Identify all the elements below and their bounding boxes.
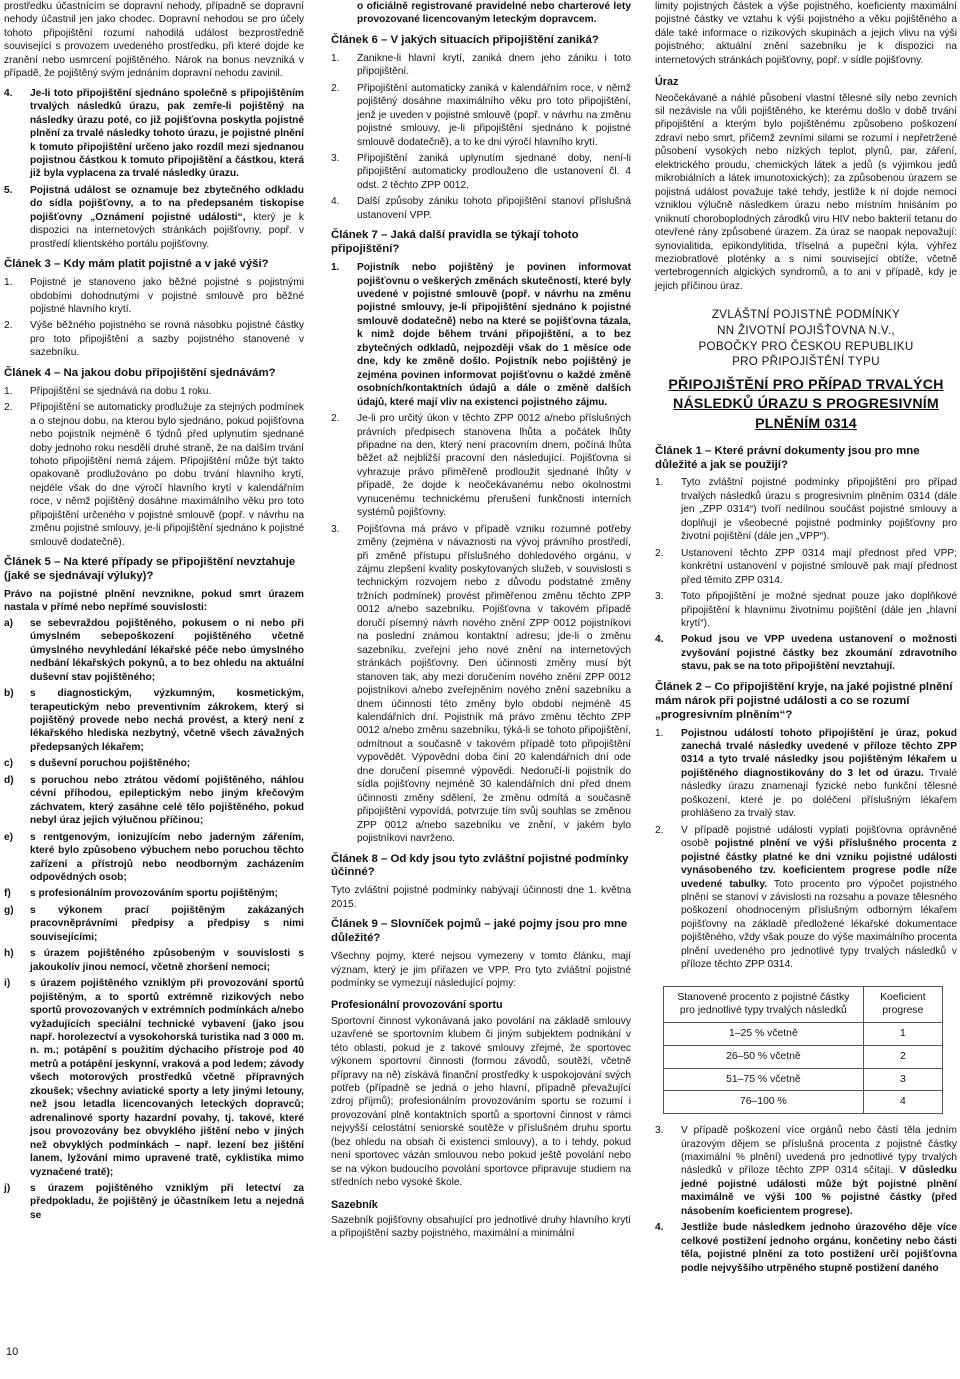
exclusion-item: f) s profesionálním provozováním sportu pojištěným; bbox=[4, 888, 278, 900]
article-9-heading: Článek 9 – Slovníček pojmů – jaké pojmy jsou pro mne důležité? bbox=[331, 918, 628, 945]
article-5-heading: Článek 5 – Na které případy se připojištění nevztahuje (jaké se sjednávají výluky)? bbox=[4, 556, 296, 583]
continued-paragraph: o oficiálně registrované pravidelné nebo charterové lety provozované licencovaným leteckým dopravcem. bbox=[357, 1, 631, 26]
article-7-heading: Článek 7 – Jaká další pravidla se týkají tohoto připojištění? bbox=[331, 229, 579, 256]
list-item: 1. Pojistnou událostí tohoto připojištění je úraz, pokud zanechá trvalé následky uvedené v příloze těchto ZPP 0314 a tyto trvalé následky jsou pojištěným lékařem u pojištěného diagnostikovány do 3 let od úrazu. Trvalé následky úrazu znamenají fyzické nebo funkční tělesné poškození, které je po doléčení příslušným lékařem prohlášeno za trvalý stav. bbox=[655, 727, 958, 820]
list-item: 2. Výše běžného pojistného se rovná násobku pojistné částky pro toto připojištění a sazby pojistného stanovené v sazebníku. bbox=[4, 320, 304, 359]
list-item: 1. Zanikne-li hlavní krytí, zaniká dnem jeho zániku i toto připojištění. bbox=[331, 52, 631, 78]
term-definition: Neočekávané a náhlé působení vlastní tělesné síly nebo zevních sil nezávisle na vůli pojištěného, ke kterému došlo v době trvání připojištění a kterým bylo pojištěnému způsobeno poškození zdraví nebo smrt, přičemž zevními silami se rozumí i nepřetržené působení vysokých nebo nízkých teplot, plynů, par, záření, elektrického proudu, chemických látek a jedů (s výjimkou jedů mikrobiálních a látek imunotoxických); za způsobenou úrazem se pojistná událost považuje také tehdy, jestliže k ní dojde nemocí vzniklou výlučně následkem úrazu nebo místním hnisáním po vniknutí choroboplodných zárodků viru HIV nebo bakterií tetanu do otevřené rány způsobené úrazem. Za úraz se naopak nepovažují: synovialitida, epikondylitida, tříselná a pupeční kýla, výhřez meziobratlové ploténky a s nimi související obtíže, včetně vertebrogenních algických syndromů, a to ani v případě, kdy je jejich příčinou úraz. bbox=[655, 92, 957, 292]
list-item: 4. Pokud jsou ve VPP uvedena ustanovení o možnosti zvyšování pojistné částky bez zkoumání zdravotního stavu, pak se na toto připojištění nevztahují. bbox=[655, 634, 957, 673]
article-1-heading: Článek 1 – Které právní dokumenty jsou pro mne důležité a jak se použijí? bbox=[655, 444, 920, 471]
exclusion-item: g) s výkonem prací pojištěným zakázaných pracovněprávními předpisy a předpisy s nimi souvisejícími; bbox=[4, 904, 304, 943]
exclusion-item: j) s úrazem pojištěného vzniklým při letectví za předpokladu, že pojištěný je účastníkem letu a nejedná se bbox=[4, 1182, 304, 1221]
table-header-cell: Stanovené procento z pojistné částky pro jednotlivé typy trvalých následků bbox=[664, 986, 864, 1022]
list-item: 4. Další způsoby zániku tohoto připojištění stanoví příslušná ustanovení VPP. bbox=[331, 196, 631, 221]
term-title: Sazebník bbox=[331, 1198, 378, 1211]
progression-table bbox=[663, 986, 943, 1114]
list-item: 1. Pojistník nebo pojištěný je povinen informovat pojišťovnu o veškerých změnách skutečností, které byly uvedené v pojistné smlouvě (popř. v návrhu na změnu pojistné smlouvy, je-li připojištění sjednáno k pojistné smlouvě dodatečně) nebo na které se pojišťovna tázala, k nimž dojde během trvání připojištění, a to bez zbytečných odkladů, nejpozději však do 1 měsíce ode dne, kdy ke změně došlo. Pojistník nebo pojištěný je zejména povinen informovat pojišťovnu o každé změně osobních/kontaktních údajů a dále o změně dalších údajů, které mají vliv na existenci pojistného zájmu. bbox=[331, 262, 631, 408]
list-item: 3. V případě poškození více orgánů nebo částí těla jedním úrazovým dějem se příslušná procenta z pojistné částky (maximální % plnění) uvedená pro jednotlivé typy trvalých následků v příloze těchto ZPP 0314 sčítají. V důsledku jedné pojistné události může být pojistné plnění maximálně ve výši 100 % pojistné částky (před násobením koeficientem progrese). bbox=[655, 1125, 957, 1217]
column-middle bbox=[331, 0, 631, 1379]
list-item: 1. Pojistné je stanoveno jako běžné pojistné s pojistnými obdobími dohodnutými v pojistné smlouvě pro běžné pojistné hlavního krytí. bbox=[4, 277, 304, 315]
exclusions-intro: Právo na pojistné plnění nevznikne, pokud smrt úrazem nastala v přímé nebo nepřímé souvislosti: bbox=[4, 588, 304, 614]
exclusion-item: d) s poruchou nebo ztrátou vědomí pojištěného, náhlou cévní příhodou, epileptickým nebo jiným křečovým záchvatem, který zasáhne celé tělo pojištěného, pokud nebyl úraz jejich výlučnou příčinou; bbox=[4, 774, 304, 827]
exclusion-item: e) s rentgenovým, ionizujícím nebo jaderným zářením, které bylo způsobeno výbuchem nebo poruchou těchto zařízení a přístrojů nebo neodborným zacházením odpovědných osob; bbox=[4, 831, 304, 883]
term-definition: Sazebník pojišťovny obsahující pro jednotlivé druhy hlavního krytí a připojištění sazby pojistného, maximální a minimální bbox=[331, 1214, 631, 1240]
list-item: 2. Připojištění se automaticky prodlužuje za stejných podmínek a o stejnou dobu, na kterou bylo sjednáno, pokud pojišťovna nebo pojistník nejméně 6 týdnů před uplynutím sjednané doby jednoho roku nesdělí druhé straně, že na dalším trvání tohoto připojištění nemá zájem. Připojištění může být takto opakovaně prodlužováno po dobu trvání hlavního krytí, nejdéle však do dne výročí hlavního krytí v kalendářním roce, v němž pojištěný dosáhne maximálního věku pro toto připojištění určeného v pojistné smlouvě (popř. v návrhu na změnu pojistné smlouvy, je-li připojištění sjednáno k pojistné smlouvě dodatečně). bbox=[4, 402, 304, 548]
term-title: Úraz bbox=[655, 76, 679, 89]
exclusion-item: c) s duševní poruchou pojištěného; bbox=[4, 758, 191, 770]
list-item: 2. V případě pojistné události vyplatí pojišťovna oprávněné osobě pojistné plnění ve výši příslušného procenta z pojistné částky platné ke dni vzniku pojistné události vynásobeného tzv. koeficientem progrese podle níže uvedené tabulky. Toto procento pro výpočet pojistného plnění se stanoví v závislosti na rozsahu a povaze tělesného poškození ohodnoceným příslušným odborným lékařem pojišťovny na základě předložené lékařské dokumentace pojištěného, vždy však pouze do výše maximálního procenta plnění uvedeného pro jednotlivé typy trvalých následků v příloze těchto ZPP 0314. bbox=[655, 824, 958, 971]
column-right bbox=[655, 0, 957, 1379]
list-item: 5. Pojistná událost se oznamuje bez zbytečného odkladu do sídla pojišťovny, a to na předepsaném tiskopise pojišťovny „Oznámení pojistné události“, který je k dispozici na internetových stránkách pojišťovny, popř. v prostředí klientského portálu pojišťovny. bbox=[4, 184, 305, 250]
exclusion-item: b) s diagnostickým, výzkumným, kosmetickým, terapeutickým nebo preventivním zákrokem, který si pojištěný provede nebo nechá provést, a který není z lékařského hlediska nezbytný, včetně všech závažných předepsaných lékařem; bbox=[4, 688, 304, 753]
article-8-heading: Článek 8 – Od kdy jsou tyto zvláštní pojistné podmínky účinné? bbox=[331, 852, 629, 879]
table-row: 26–50 % včetně 2 bbox=[664, 1045, 943, 1068]
document-title: PŘIPOJIŠTĚNÍ PRO PŘÍPAD TRVALÝCH NÁSLEDKŮ ÚRAZU S PROGRESIVNÍM PLNĚNÍM 0314 bbox=[668, 376, 944, 433]
table-row: 51–75 % včetně 3 bbox=[664, 1068, 943, 1091]
list-item: 3. Připojištění zaniká uplynutím sjednané doby, není-li připojištění automaticky prodlouženo dle ustanovení čl. 4 odst. 2 těchto ZPP 0012. bbox=[331, 152, 631, 191]
list-item: 3. Toto připojištění je možné sjednat pouze jako doplňkové připojištění k hlavnímu životnímu pojištění (dále jen „hlavní krytí“). bbox=[655, 591, 957, 629]
list-item: 1. Připojištění se sjednává na dobu 1 roku. bbox=[4, 385, 212, 397]
article-2-heading: Článek 2 – Co připojištění kryje, na jaké pojistné plnění mám nárok při pojistné události a co se rozumí „progresivním plněním“? bbox=[655, 680, 953, 721]
exclusion-item: i) s úrazem pojištěného vzniklým při provozování sportů pojištěným, a to sportů extrémně rizikových nebo sportů provozovaných v extrémních podmínkách a/nebo vyžadujících speciální technické vybavení (jako jsou např. horolezectví a vysokohorská turistika nad 3 000 m. n. m.; potápění s použitím dýchacího přístroje pod 40 metrů a potápění jeskynní, vraková a pod ledem; závody všech motorových prostředků včetně přípravných zkoušek; všechny aviatické sporty a lety jinými letouny, než jsou letadla licencovaných leteckých dopravců; adrenalinové sporty hazardní povahy, tj. takové, které jsou provozovány bez obvyklého jištění nebo v jiných než obvyklých podmínkách – např. lezení bez jištění lanem, lyžování mimo upravené tratě, cyklistika mimo vyznačené tratě); bbox=[4, 978, 304, 1178]
list-item: 2. Ustanovení těchto ZPP 0314 mají přednost před VPP; konkrétní ustanovení v pojistné smlouvě pak mají přednost před těmito ZPP 0314. bbox=[655, 547, 957, 586]
exclusion-item: a) se sebevraždou pojištěného, pokusem o ni nebo při úmyslném sebepoškození pojištěného včetně úmyslného nevyhledání lékařské péče nebo úmyslného nedbání lékařských pokynů, a to bez ohledu na aktuální duševní stav pojištěného; bbox=[4, 617, 304, 683]
term-title: Profesionální provozování sportu bbox=[331, 999, 503, 1012]
term-definition: Sportovní činnost vykonávaná jako povolání na základě smlouvy uzavřené se sportovním klubem či jiným subjektem podnikání v této oblasti, pokud je z takové smlouvy zřejmé, že sportovec výkonem sportovní činnosti (formou závodů, soutěží, včetně přípravy na ně) získává finanční prostředky k uspokojování svých potřeb (případně se jedná o jeho hlavní, případně převažující zdroj příjmů); profesionálním provozováním sportu se rozumí i provozování plně kontaktních sportů a sportovní činnost v rámci nejvyšší celostátní seniorské soutěže v příslušném druhu sportu (bez ohledu na obsah či existenci smlouvy), a to i tehdy, pokud není sportovec vázán smlouvou nebo pokud ještě povolání nebo se na výkon budoucího povolání sportovce připravuje studiem na středních nebo vysoké škole. bbox=[331, 1015, 631, 1189]
paragraph: Tyto zvláštní pojistné podmínky nabývají účinnosti dne 1. května 2015. bbox=[331, 885, 631, 910]
article-4-heading: Článek 4 – Na jakou dobu připojištění sjednávám? bbox=[4, 366, 276, 379]
page-number: 10 bbox=[6, 1346, 19, 1358]
continued-paragraph: prostředku účastnícím se dopravní nehody, případně se dopravní nehody účastnil jen jako chodec. Dopravní nehodou se pro účely tohoto připojištění rozumí nahodilá událost bezprostředně související s provozem uvedeného prostředku, při které dojde ke zranění nebo usmrcení pojištěného. Nárok na bonus nevzniká v případě, že pojištěný svým jednáním dopravní nehodu zavinil. bbox=[4, 1, 304, 80]
table-header-cell: Koeficient progrese bbox=[863, 986, 942, 1022]
table-row: 1–25 % včetně 1 bbox=[664, 1023, 943, 1046]
list-item: 3. Pojišťovna má právo v případě vzniku rozumné potřeby změny (zejména v návaznosti na vývoj právního prostředí, při změně přístupu příslušného dohledového orgánu, v zájmu zlepšení kvality poskytovaných služeb, v souvislosti s technickým rozvojem nebo z důvodu podstatné změny tržních podmínek) provést přiměřenou změnu těchto ZPP 0012 a/nebo sazebníku. Pojišťovna v takovém případě doručí písemný návrh nového znění ZPP 0012 pojistníkovi na poslední známou kontaktní adresu; jde-li o změnu sazebníku, zveřejní jeho nové znění na internetových stránkách pojišťovny. Den účinnosti změny musí být stanoven tak, aby mezi doručením nového znění ZPP 0012 pojistníkovi a/nebo zveřejněním nového znění sazebníku a dnem účinnosti této změny bylo období nejméně 45 kalendářních dní. Pojistník má právo změnu těchto ZPP 0012 a/nebo změnu sazebníku, týká-li se tohoto připojištění, odmítnout a současně v takovém případě toto připojištění vypovědět. Výpovědní doba činí 20 kalendářních dní ode dne doručení písemné výpovědi. Nedoručí-li pojistník do sídla pojišťovny nejméně 30 kalendářních dní před dnem účinnosti změny sdělení, že změnu odmítá a současně připojištění vypovídá, potvrzuje tím svůj souhlas se změnou ZPP 0012 a/nebo sazebníku ve znění, v jakém bylo pojistníkovi navrženo. bbox=[331, 523, 631, 845]
exclusion-item: h) s úrazem pojištěného způsobeným v souvislosti s jakoukoliv jinou nemocí, včetně zhoršení nemoci; bbox=[4, 948, 304, 973]
list-item: 4. Je-li toto připojištění sjednáno společně s připojištěním trvalých následků úrazu, pak zemře-li pojištěný na následky úrazu poté, co již pojišťovna poskytla pojistné plnění za trvalé následky tohoto úrazu, je pojistné plnění k tomuto připojištění určeno jako rozdíl mezi sjednanou pojistnou částkou k tomuto připojištění a částkou, která již byla vyplacena za trvalé následky úrazu. bbox=[4, 87, 304, 180]
list-item: 4. Jestliže bude následkem jednoho úrazového děje více celkové postižení jednoho orgánu, končetiny nebo části těla, pojistné plnění za toto postižení určí pojišťovna podle nejvyššího utrpěného stupně postižení daného bbox=[655, 1222, 957, 1274]
continued-paragraph: limity pojistných částek a výše pojistného, koeficienty maximální pojistné částky ve vztahu k výši pojistného a věku pojištěného a dále také informace o rizikových skupinách a jejich vlivu na výši pojistného; aktuální znění sazebníku je k dispozici na internetových stránkách pojišťovny, popř. v sídle pojišťovny. bbox=[655, 1, 957, 66]
table-header-row bbox=[664, 986, 943, 1022]
paragraph: Všechny pojmy, které nejsou vymezeny v tomto článku, mají význam, který je jim přiřazen ve VPP. Pro tyto zvláštní pojistné podmínky se vymezují následující pojmy: bbox=[331, 951, 631, 989]
table-row: 76–100 % 4 bbox=[664, 1091, 943, 1114]
list-item: 2. Je-li pro určitý úkon v těchto ZPP 0012 a/nebo příslušných právních předpisech stanovena lhůta a počátek lhůty připadne na den, který není pracovním dnem, počíná lhůta běžet až nejbližší pracovní den následující. Pojišťovna si vyhrazuje právo přiměřeně prodloužit sjednané lhůty v případě, že dojde k neočekávanému nebo okolnostmi vynucenému technickému přerušení funkčnosti interních systémů pojišťovny. bbox=[331, 413, 631, 519]
document-header: ZVLÁŠTNÍ POJISTNÉ PODMÍNKY NN ŽIVOTNÍ POJIŠŤOVNA N.V., POBOČKY PRO ČESKOU REPUBLIKU PRO PŘIPOJIŠTĚNÍ TYPU bbox=[698, 308, 914, 369]
list-item: 1. Tyto zvláštní pojistné podmínky připojištění pro případ trvalých následků úrazu s progresivním plněním 0314 (dále jen „ZPP 0314“) tvoří nedílnou součást pojistné smlouvy a doplňují je všeobecné pojistné podmínky pojišťovny pro životní pojištění (dále jen „VPP“). bbox=[655, 477, 957, 543]
list-item: 2. Připojištění automaticky zaniká v kalendářním roce, v němž pojištěný dosáhne maximálního věku pro toto připojištění, jenž je uveden v pojistné smlouvě (popř. v návrhu na změnu pojistné smlouvy, je-li připojištění sjednáno k pojistné smlouvě dodatečně), a to ke dni výročí hlavního krytí. bbox=[331, 82, 631, 148]
article-6-heading: Článek 6 – V jakých situacích připojištění zaniká? bbox=[331, 33, 599, 46]
article-3-heading: Článek 3 – Kdy mám platit pojistné a v jaké výši? bbox=[4, 258, 269, 271]
column-left bbox=[0, 0, 304, 1379]
